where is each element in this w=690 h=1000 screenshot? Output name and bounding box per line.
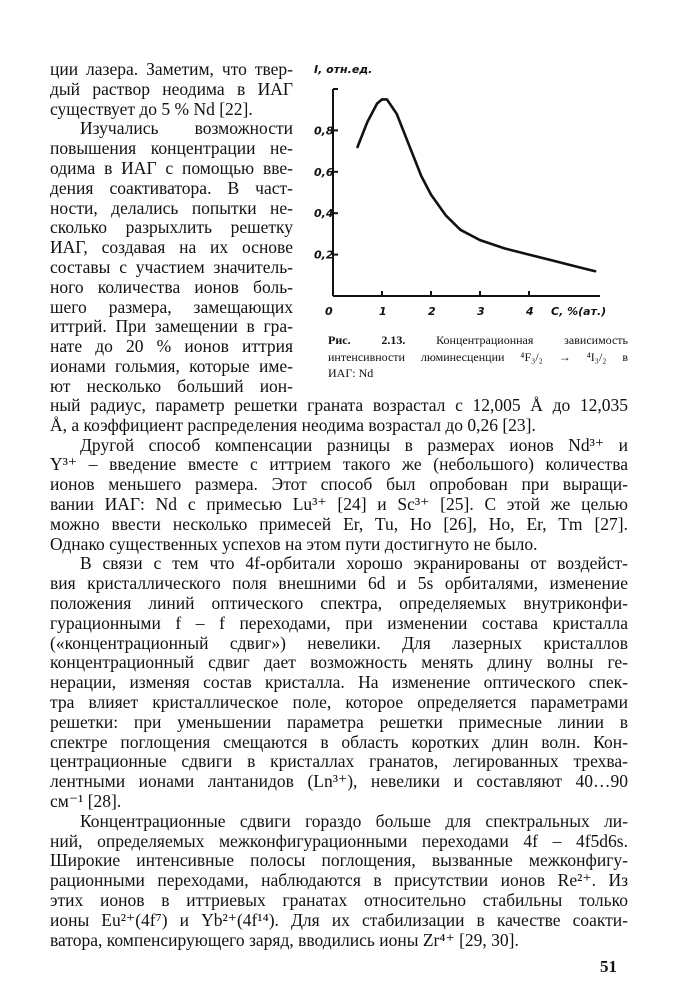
text-line: ный радиус, параметр решетки граната возрастал с 12,005 Å до 12,035 xyxy=(50,396,628,415)
text-line: Широкие интенсивные полосы поглощения, вызванные межконфигу- xyxy=(50,851,628,871)
x-axis-label: C, %(ат.) xyxy=(551,305,607,318)
text-line: иттрий. При замещении в гра- xyxy=(50,317,293,337)
text-line: («концентрационный сдвиг») невелики. Для лазерных кристаллов xyxy=(50,633,628,653)
text-line: ватора, компенсирующего заряд, вводились ионы Zr⁴⁺ [29, 30]. xyxy=(50,930,519,950)
text-line: ности, делались попытки не- xyxy=(50,198,293,218)
text-line: ции лазера. Заметим, что твер- xyxy=(50,60,293,79)
text-line: вия кристаллического поля внешними 6d и 5s орбиталями, изменение xyxy=(50,574,628,594)
text-line: шего размера, замещающих xyxy=(50,297,293,317)
caption-line: интенсивности люминесценции ⁴F₃/₂ → ⁴I₃/₂ в xyxy=(328,349,628,364)
text-line: ионы Eu²⁺(4f⁷) и Yb²⁺(4f¹⁴). Для их стабилизации в качестве соакти- xyxy=(50,910,628,930)
x-tick-label: 0 xyxy=(325,305,333,318)
page-number: 51 xyxy=(600,957,617,976)
body-text xyxy=(50,396,628,950)
text-line: концентрационный сдвиг дает возможность менять длину волны ге- xyxy=(50,653,628,673)
text-line: нате до 20 % ионов иттрия xyxy=(50,337,293,357)
text-line: ионов меньшего размера. Этот способ был опробован при выращи- xyxy=(50,475,628,495)
text-line: дый раствор неодима в ИАГ xyxy=(50,79,293,99)
text-line: вании ИАГ: Nd с примесью Lu³⁺ [24] и Sc³⁺ [25]. С этой же целью xyxy=(50,494,628,514)
concentration-chart xyxy=(300,55,640,330)
text-line: центрационные сдвиги в кристаллах гранатов, легированных трехва- xyxy=(50,752,628,772)
text-line: ют несколько больший ион- xyxy=(50,376,293,396)
text-line: сколько разрыхлить решетку xyxy=(50,218,293,238)
text-line: Однако существенных успехов на этом пути достигнуто не было. xyxy=(50,534,538,554)
caption-line: ИАГ: Nd xyxy=(328,366,374,380)
text-line: одима в ИАГ с помощью вве- xyxy=(50,158,293,178)
x-tick-label: 4 xyxy=(526,305,534,318)
text-line: этих ионов в иттриевых гранатах относительно стабильны только xyxy=(50,890,628,910)
text-line: гурационными f – f переходами, при изменении состава кристалла xyxy=(50,613,628,633)
text-line: спектре поглощения смещаются в область коротких длин волн. Кон- xyxy=(50,732,628,752)
text-line: существует до 5 % Nd [22]. xyxy=(50,99,253,119)
data-curve xyxy=(358,99,596,271)
text-line: ионами гольмия, которые име- xyxy=(50,356,293,376)
caption-label: Рис. 2.13. xyxy=(328,333,406,347)
text-line: дения соактиватора. В част- xyxy=(50,178,293,198)
text-line: составы с участием значитель- xyxy=(50,257,293,277)
caption-line: Концентрационная зависимость xyxy=(436,333,629,347)
y-tick-label: 0,8 xyxy=(314,124,334,138)
text-line: ИАГ, создавая на их основе xyxy=(50,238,293,258)
text-line: ний, определяемых межконфигурационными переходами 4f – 4f5d6s. xyxy=(50,831,628,851)
left-column-text xyxy=(50,60,293,397)
text-line: Другой способ компенсации разницы в размерах ионов Nd³⁺ и xyxy=(80,435,628,455)
y-tick-label: 0,4 xyxy=(314,207,334,221)
text-line: повышения концентрации не- xyxy=(50,139,293,159)
text-line: нерации, изменяя состав кристалла. На изменение оптического спек- xyxy=(50,673,628,693)
y-axis-label: I, отн.ед. xyxy=(314,63,373,76)
text-line: можно ввести несколько примесей Er, Tu, Ho [26], Ho, Er, Tm [27]. xyxy=(50,514,628,534)
text-line: ного количества ионов боль- xyxy=(50,277,293,297)
x-tick-label: 1 xyxy=(379,305,387,318)
y-tick-label: 0,6 xyxy=(314,165,334,179)
text-line: лентными ионами лантанидов (Ln³⁺), невелики и составляют 40…90 xyxy=(50,772,628,792)
text-line: Å, а коэффициент распределения неодима возрастал до 0,26 [23]. xyxy=(50,415,536,435)
text-line: рационными переходами, наблюдаются в присутствии ионов Re²⁺. Из xyxy=(50,871,628,891)
text-line: положения линий оптического спектра, определяемых внутриконфи- xyxy=(50,593,628,613)
text-line: решетки: при уменьшении параметра решетки примесные линии в xyxy=(50,712,628,732)
text-line: Y³⁺ – введение вместе с иттрием такого же (небольшого) количества xyxy=(50,455,628,475)
figure-caption xyxy=(328,332,628,382)
text-line: см⁻¹ [28]. xyxy=(50,791,122,811)
text-line: Изучались возможности xyxy=(80,119,293,139)
y-tick-label: 0,2 xyxy=(314,248,334,262)
text-line: Концентрационные сдвиги гораздо больше для спектральных ли- xyxy=(80,811,628,831)
x-tick-label: 3 xyxy=(477,305,485,318)
text-line: тра влияет кристаллическое поле, которое определяется параметрами xyxy=(50,692,628,712)
text-line: В связи с тем что 4f-орбитали хорошо экранированы от воздейст- xyxy=(80,554,628,574)
x-tick-label: 2 xyxy=(428,305,436,318)
